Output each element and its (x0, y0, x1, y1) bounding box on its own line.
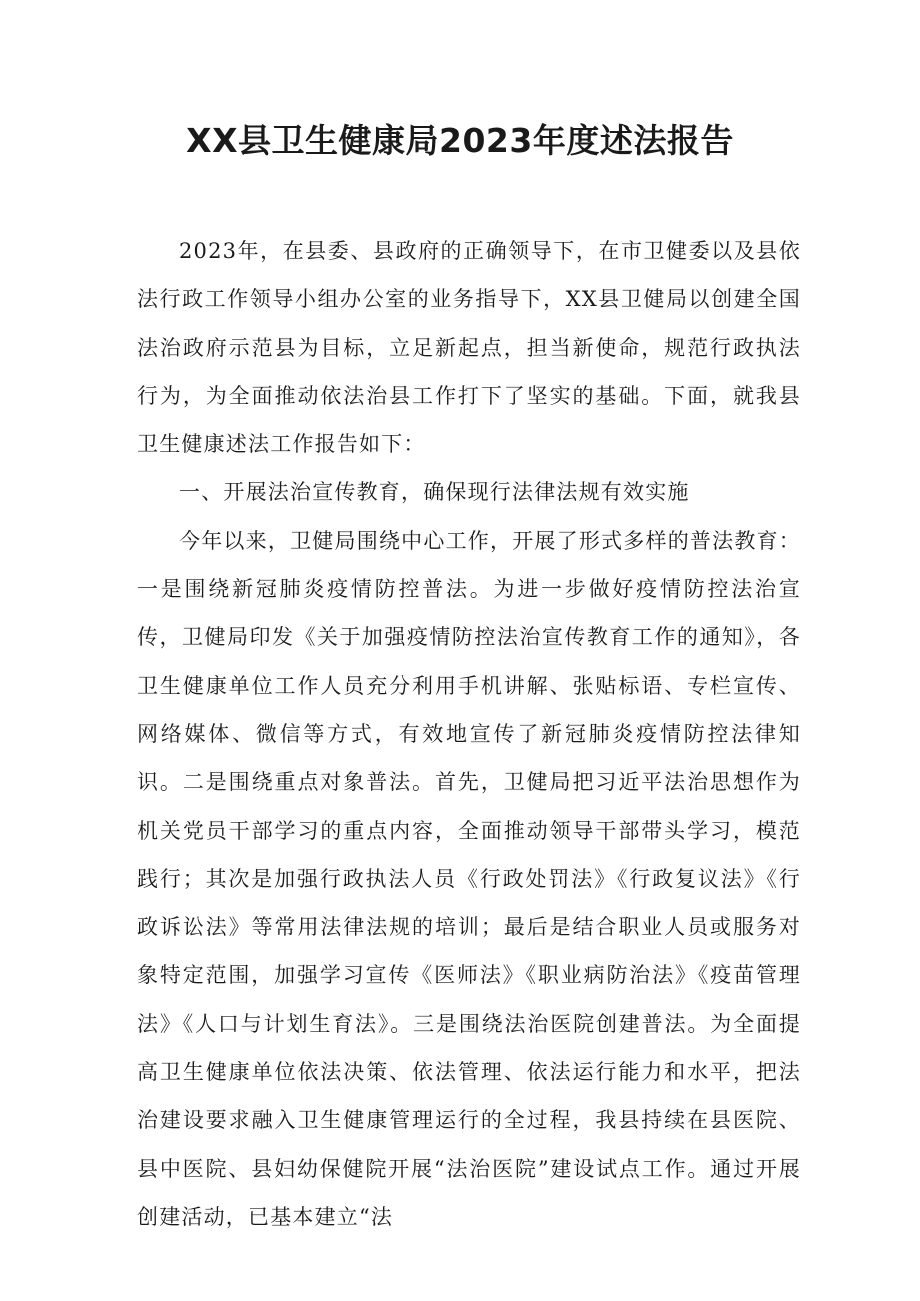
section-heading-1: 一、开展法治宣传教育，确保现行法律法规有效实施 (179, 480, 690, 505)
document-title: XX县卫生健康局2023年度述法报告 (186, 121, 734, 160)
document-body (137, 227, 801, 1241)
intro-paragraph: 2023年，在县委、县政府的正确领导下，在市卫健委以及县依法行政工作领导小组办公室的业务指导下，XX县卫健局以创建全国法治政府示范县为目标，立足新起点，担当新使命，规范行政执法行为，为全面推动依法治县工作打下了坚实的基础。下面，就我县卫生健康述法工作报告如下： (137, 239, 801, 457)
section-1-paragraph: 今年以来，卫健局围绕中心工作，开展了形式多样的普法教育：一是围绕新冠肺炎疫情防控普法。为进一步做好疫情防控法治宣传，卫健局印发《关于加强疫情防控法治宣传教育工作的通知》，各卫生健康单位工作人员充分利用手机讲解、张贴标语、专栏宣传、网络媒体、微信等方式，有效地宣传了新冠肺炎疫情防控法律知识。二是围绕重点对象普法。首先，卫健局把习近平法治思想作为机关党员干部学习的重点内容，全面推动领导干部带头学习，模范践行；其次是加强行政执法人员《行政处罚法》《行政复议法》《行政诉讼法》等常用法律法规的培训；最后是结合职业人员或服务对象特定范围，加强学习宣传《医师法》《职业病防治法》《疫苗管理法》《人口与计划生育法》。三是围绕法治医院创建普法。为全面提高卫生健康单位依法决策、依法管理、依法运行能力和水平，把法治建设要求融入卫生健康管理运行的全过程，我县持续在县医院、县中医院、县妇幼保健院开展“法治医院”建设试点工作。通过开展创建活动，已基本建立“法 (137, 528, 801, 1229)
